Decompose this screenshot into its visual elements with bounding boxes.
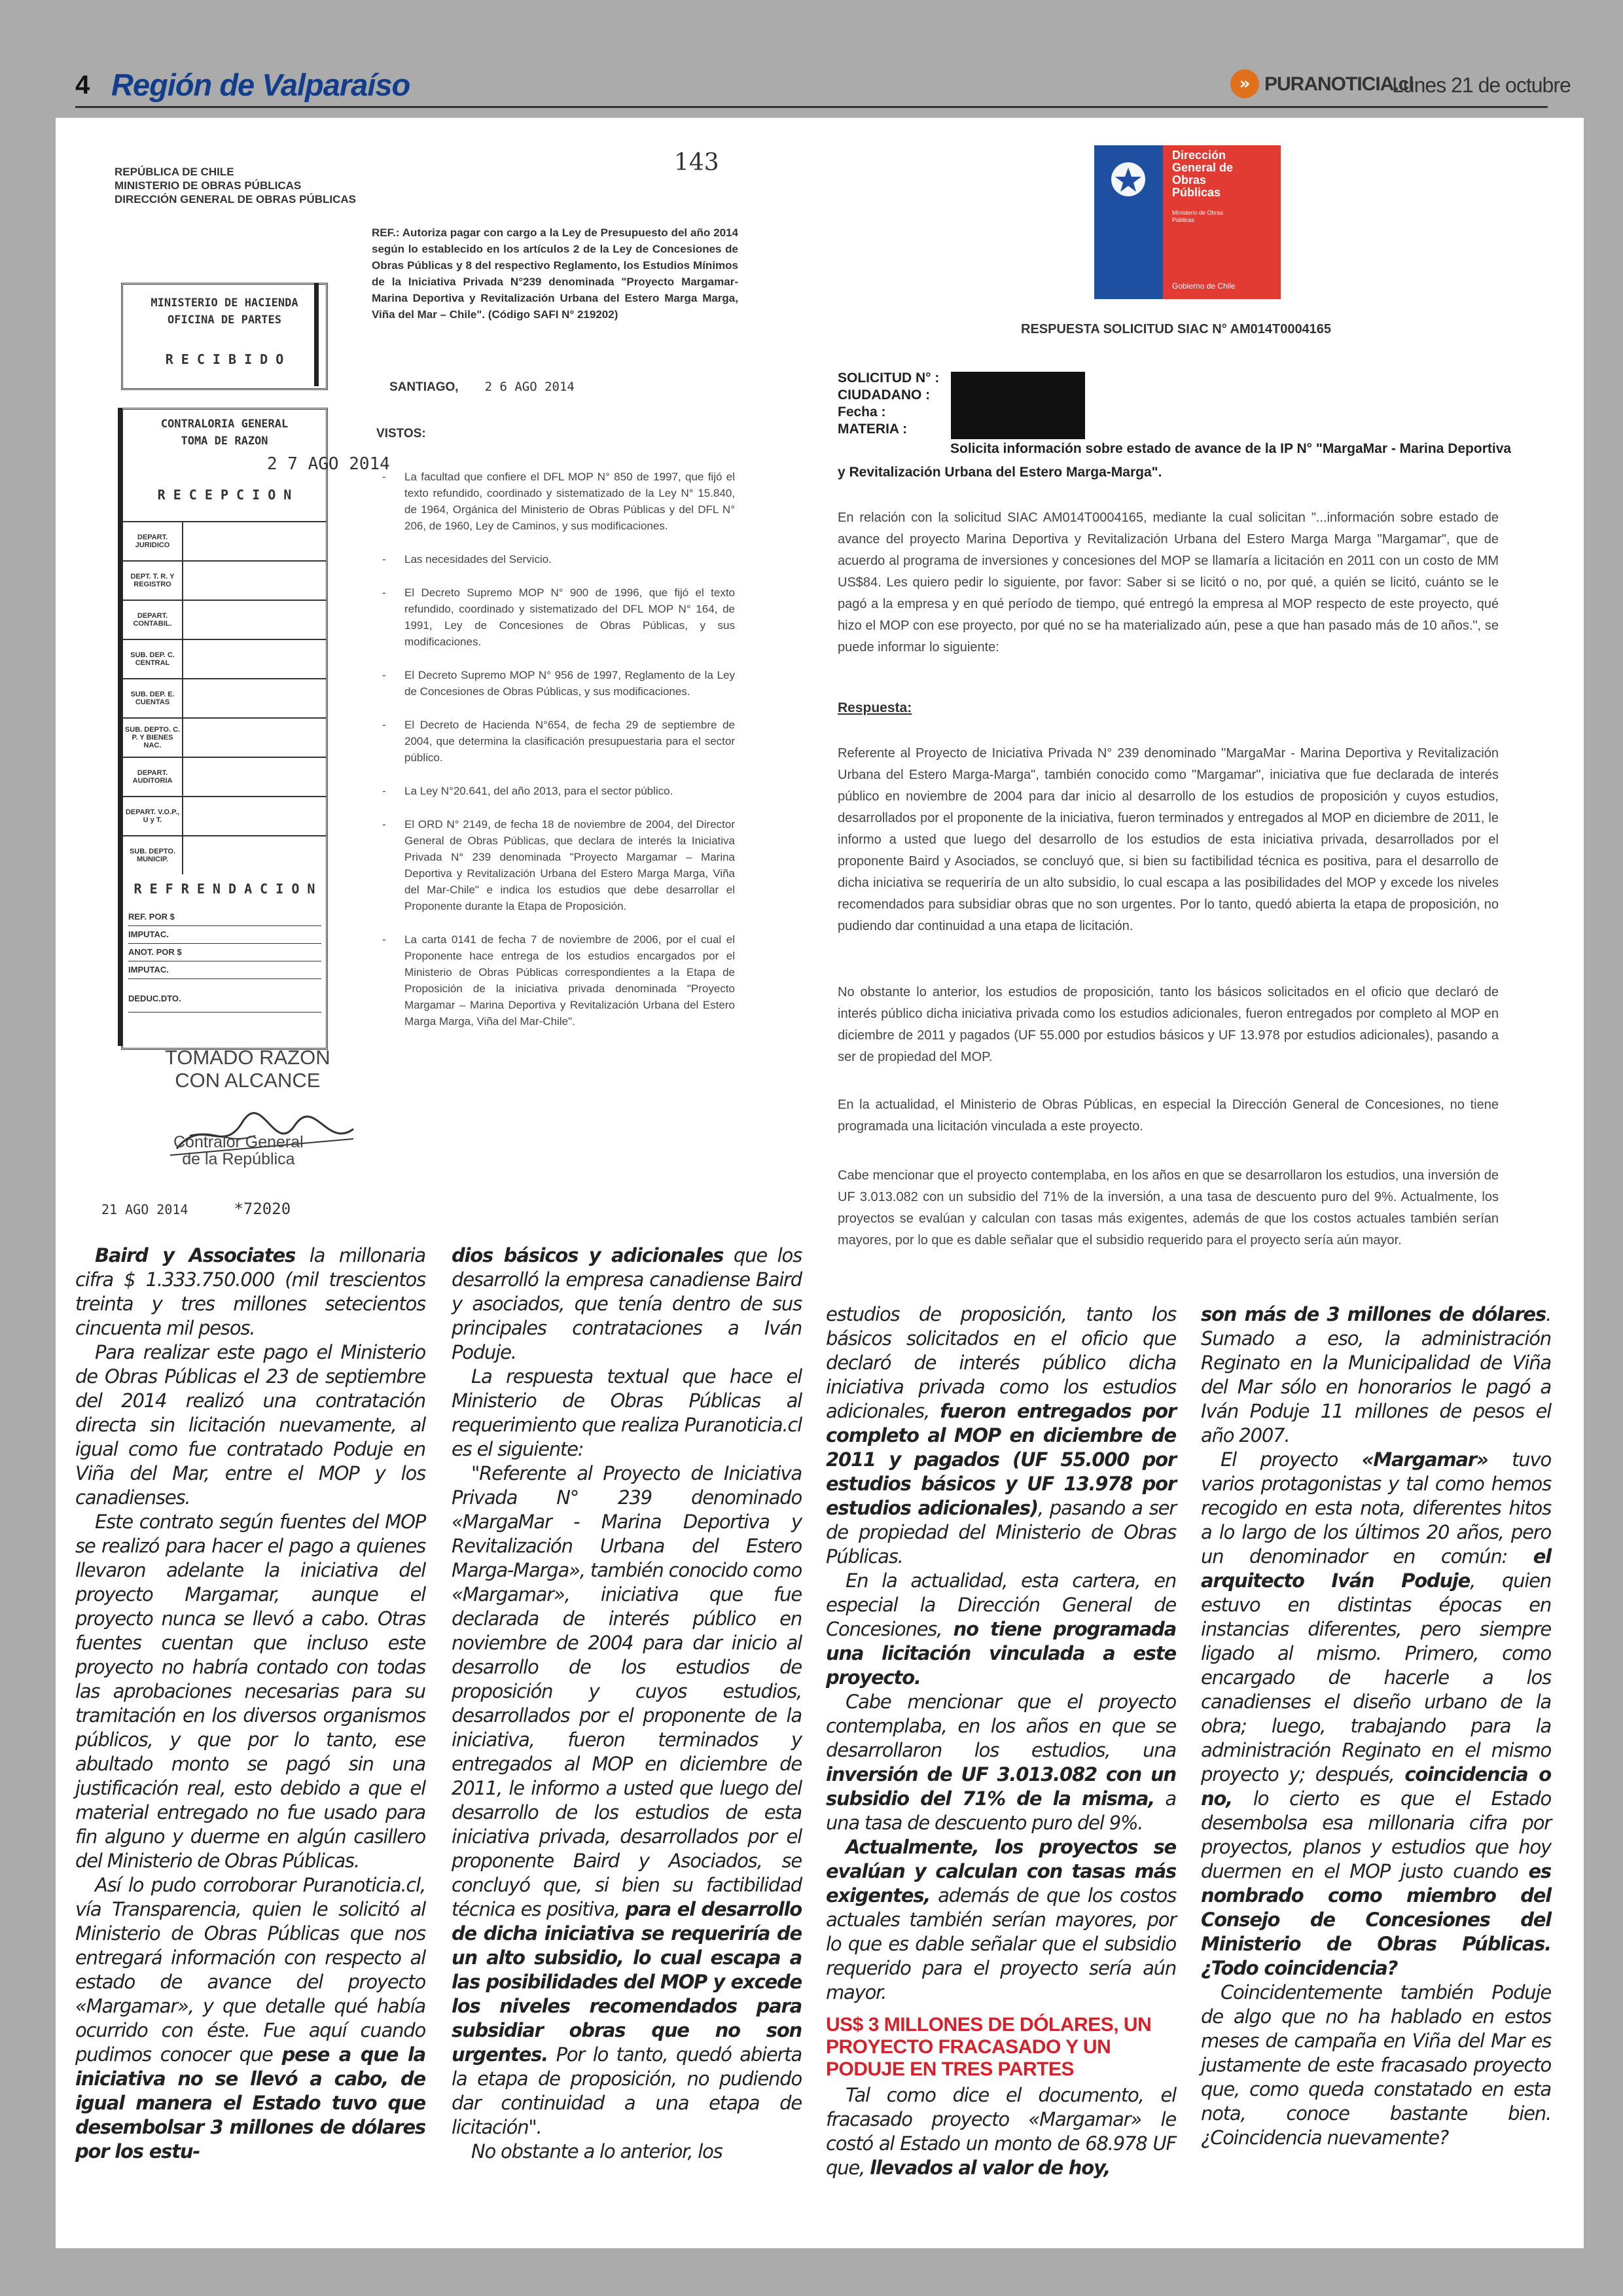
stamp-row <box>123 835 326 874</box>
text: Por lo tanto, quedó abierta la etapa de proposición, no pudiendo dar continuidad a una etapa de licitación". <box>452 2043 802 2138</box>
redaction-block <box>951 372 1085 439</box>
hacienda-stamp <box>121 283 328 390</box>
stamp-row <box>123 678 326 717</box>
article-column-3 <box>826 1302 1176 2180</box>
text: tuvo varios protagonistas y tal como hemos recogido en esta nota, diferentes hitos a lo largo de los últimos 20 años, pero un denominador en común: <box>1201 1448 1551 1568</box>
double-chevron-icon: » <box>1230 69 1259 98</box>
article-paragraph <box>75 1244 425 1340</box>
vistos-label: VISTOS: <box>376 427 426 440</box>
stamp-line: CON ALCANCE <box>175 1069 321 1092</box>
article-paragraph <box>1201 1981 1551 2150</box>
article-paragraph <box>452 1462 802 2140</box>
contraloria-stamp <box>121 408 390 1050</box>
article-subhead: US$ 3 MILLONES DE DÓLARES, UN PROYECTO FRACASADO Y UN PODUJE EN TRES PARTES <box>826 2014 1152 2080</box>
stamp-ref-row: DEDUC.DTO. <box>128 979 321 1013</box>
heading-line: MINISTERIO DE OBRAS PÚBLICAS <box>115 179 302 192</box>
vistos-list <box>404 469 735 1047</box>
text: El proyecto <box>1221 1448 1362 1471</box>
article-column-4 <box>1201 1302 1551 2150</box>
logo-red-band <box>1163 145 1281 299</box>
bold-text: inversión de UF 3.013.082 con un subsidio del 71% de la misma, <box>826 1763 1176 1810</box>
issue-date: Lunes 21 de octubre <box>1392 73 1571 97</box>
article-column-2 <box>452 1244 802 2164</box>
stamp-edge <box>118 408 122 1046</box>
materia-text: Solicita información sobre estado de avance de la IP N° "MargaMar - Marina Deportiva <box>950 441 1512 456</box>
page-header <box>75 65 1571 111</box>
stamp-line: TOMA DE RAZON <box>181 435 268 448</box>
logo-title-line: Dirección <box>1172 149 1226 162</box>
text: Tal como dice el documento, el fracasado proyecto «Margamar» le costó al Estado un monto de 68.978 UF que, <box>826 2084 1176 2179</box>
stamp-ref-rows <box>128 908 321 1013</box>
request-labels <box>838 370 939 438</box>
heading-line: REPÚBLICA DE CHILE <box>115 166 234 178</box>
doc-number: 143 <box>674 149 719 176</box>
doc-ref: REF.: Autoriza pagar con cargo a la Ley de Presupuesto del año 2014 según lo establecido en los artículos 2 de la Ley de Concesiones de Obras Públicas y 8 del respectivo Reglamento, los Estudios Mínimos de la Iniciativa Privada N°239 denominada "Proyecto Margamar-Marina Deportiva y Revitalización Urbana del Estero Marga Marga, Viña del Mar – Chile". (Código SAFI N° 219202) <box>372 226 738 321</box>
santiago-label <box>389 380 575 395</box>
stamp-row <box>123 560 326 600</box>
stamp-row <box>123 717 326 757</box>
text: que los desarrolló la empresa canadiense Baird y asociados, que tenía dentro de sus principales contrataciones a Iván Poduje. <box>452 1244 802 1363</box>
stamp-row-label: SUB. DEP. E. CUENTAS <box>123 679 183 717</box>
logo-sub-line: Públicas <box>1172 217 1195 223</box>
vistos-item: - El Decreto de Hacienda N°654, de fecha 29 de septiembre de 2004, que determina la clasificación presupuestaria para el sector público. <box>404 717 735 766</box>
header-divider <box>75 106 1548 108</box>
label: SOLICITUD N° : <box>838 370 940 386</box>
stamp-row-label: SUB. DEPTO. MUNICIP. <box>123 836 183 874</box>
doc-bottom-line <box>101 1200 291 1218</box>
article-paragraph <box>826 1835 1176 2005</box>
stamp-row-label: DEPART. CONTABIL. <box>123 601 183 639</box>
column-3-tail <box>826 2083 1176 2180</box>
text: estudios de proposición, tanto los básicos solicitados en el oficio que declaró de interés público dicha iniciativa privada como los estudios adicionales, <box>826 1303 1176 1422</box>
text: , quien estuvo en distintas épocas en instancias diferentes, pero siempre ligado al mismo. Primero, como encargado de hacerle a los canadienses el diseño urbano de la obra; luego, trabajando para la administración Reginato en el mismo proyecto y; después, <box>1201 1570 1551 1785</box>
bold-text: para el desarrollo de dicha iniciativa se requeriría de un alto subsidio, lo cual escapa a las posibilidades del MOP y excede los niveles recomendados para subsidiar obras que no son urgentes. <box>452 1898 802 2066</box>
response-p4: Cabe mencionar que el proyecto contemplaba, en los años en que se desarrollaron los estudios, una inversión de UF 3.013.082 con un subsidio del 71% de la inversión, a una tasa de descuento puro del 9%. Actualmente, los proyectos se evalúan y calculan con tasas más exigentes, además de que los costos actuales también serían mayores, por lo que es dable señalar que el subsidio requerido para el proyecto sería aún mayor. <box>838 1168 1499 1247</box>
stamp-line: R E F R E N D A C I O N <box>134 881 315 897</box>
logo-title-line: Públicas <box>1172 186 1221 199</box>
stamp-row <box>123 796 326 835</box>
santiago-text: SANTIAGO, <box>389 380 459 394</box>
stamp-line: Contralor General <box>173 1133 304 1151</box>
article-paragraph <box>452 2140 802 2164</box>
text: No obstante a lo anterior, los <box>471 2140 722 2162</box>
text: . Sumado a eso, la administración Reginato en la Municipalidad de Viña del Mar sólo en honorarios le pagó a Iván Poduje 11 millones de pesos el año 2007. <box>1201 1303 1551 1446</box>
article-paragraph <box>1201 1302 1551 1448</box>
response-p1: Referente al Proyecto de Iniciativa Privada N° 239 denominado "MargaMar - Marina Deportiva y Revitalización Urbana del Estero Marga-Marga", también conocido como "Margamar", iniciativa que fue declarada de interés público en noviembre de 2004 para dar inicio al desarrollo de los estudios de proposición y cuyos estudios, desarrollados por el proponente de la iniciativa, fueron terminados y entregados al MOP en diciembre de 2011, le informo a usted que luego del desarrollo de los estudios de esta iniciativa privada, desarrollados por el proponente Baird y Asociados, se concluyó que, si bien su factibilidad técnica es positiva, para el desarrollo de dicha iniciativa se requeriría de un alto subsidio, lo cual escapa a las posibilidades del MOP y excede los niveles recomendados para subsidiar obras que no son urgentes. Por lo tanto, quedó abierta la etapa de proposición, no pudiendo dar continuidad a una etapa de licitación. <box>838 746 1499 933</box>
respuesta-heading: Respuesta: <box>838 700 912 715</box>
text: lo cierto es que el Estado desembolsa esa millonaria cifra por proyectos, planos y estudios que hoy duermen en el MOP justo cuando <box>1201 1787 1551 1882</box>
article-paragraph <box>75 1873 425 2164</box>
santiago-date: 2 6 AGO 2014 <box>484 380 575 394</box>
dgop-logo <box>1094 145 1281 299</box>
logo-footer: Gobierno de Chile <box>1172 281 1236 291</box>
stamp-ref-row: ANOT. POR $ <box>128 944 321 961</box>
stamp-line: OFICINA DE PARTES <box>168 314 281 327</box>
text: Coincidentemente también Poduje de algo que no ha hablado en estos meses de campaña en Viña del Mar es justamente de este fracasado proyecto que, como queda constatado en esta nota, conoce bastante bien. ¿Coincidencia nuevamente? <box>1201 1981 1551 2149</box>
bold-text: es nombrado como miembro del Consejo de Concesiones del Ministerio de Obras Públicas. ¿Todo coincidencia? <box>1201 1860 1551 1979</box>
text: Para realizar este pago el Ministerio de Obras Públicas el 23 de septiembre del 2014 realizó una contratación directa sin licitación nuevamente, al igual como fue contratado Poduje en Viña del Mar, entre el MOP y los canadienses. <box>75 1341 425 1509</box>
stamp-row <box>123 521 326 560</box>
stamp-row-label: DEPART. V.O.P., U y T. <box>123 797 183 835</box>
logo-text: PURANOTICIA.cl <box>1264 73 1414 95</box>
heading-line: DIRECCIÓN GENERAL DE OBRAS PÚBLICAS <box>115 193 356 206</box>
text: Este contrato según fuentes del MOP se realizó para hacer el pago a quienes llevaron adelante la iniciativa del proyecto Margamar, aunque el proyecto nunca se llevó a cabo. Otras fuentes cuentan que incluso este proyecto no habría contado con todas las aprobaciones necesarias para su tramitación en los diversos organismos públicos, y que por lo tanto, ese abultado monto se pagó sin una justificación real, esto debido a que el material entregado no fue usado para fin alguno y duerme en algún casillero del Ministerio de Obras Públicas. <box>75 1511 425 1872</box>
stamp-row-label: DEPT. T. R. Y REGISTRO <box>123 562 183 600</box>
vistos-item: - La carta 0141 de fecha 7 de noviembre de 2006, por el cual el Proponente hace entrega de los estudios encargados por el Ministerio de Obras Públicas correspondientes a la Etapa de Proposición de la iniciativa privada denominada "Proyecto Margamar – Marina Deportiva y Revitalización Urbana del Estero Marga Marga, Viña del Mar-Chile". <box>404 931 735 1030</box>
bold-text: coincidencia o no, <box>1201 1763 1551 1810</box>
response-p3: En la actualidad, el Ministerio de Obras Públicas, en especial la Dirección General de Concesiones, no tiene programada una licitación vinculada a este proyecto. <box>838 1098 1499 1134</box>
label: MATERIA : <box>838 422 908 437</box>
bold-text: llevados al valor de hoy, <box>870 2157 1111 2179</box>
article-paragraph <box>826 2083 1176 2180</box>
stamp-line: MINISTERIO DE HACIENDA <box>151 296 298 310</box>
article-paragraph <box>826 1569 1176 1690</box>
logo-title-line: General de <box>1172 161 1234 174</box>
article-column-1 <box>75 1244 425 2164</box>
logo-sub-line: Ministerio de Obras <box>1172 209 1224 216</box>
article-paragraph <box>826 1690 1176 1835</box>
stamp-date: 2 7 AGO 2014 <box>267 454 390 474</box>
vistos-item: - El ORD N° 2149, de fecha 18 de noviembre de 2004, del Director General de Obras Públicas, que declara de interés la Iniciativa Privada N° 239 denominada "Proyecto Margamar – Marina Deportiva y Revitalización Urbana del Estero Marga Marga, Viña del Mar-Chile" e indica los estudios que debe desarrollar el Proponente durante la Etapa de Proposición. <box>404 816 735 914</box>
stamp-ref-row: REF. POR $ <box>128 908 321 926</box>
article-paragraph <box>452 1244 802 1365</box>
tomado-razon-stamp <box>165 1046 330 1092</box>
bold-text: no tiene programada una licitación vinculada a este proyecto. <box>826 1618 1177 1689</box>
response-p2: No obstante lo anterior, los estudios de proposición, tanto los básicos solicitados en el oficio que declaró de interés público dicha iniciativa privada como los estudios adicionales, fueron entregados por completo al MOP en diciembre de 2011 y pagados (UF 55.000 por estudios básicos y UF 13.978 por estudios adicionales), pasando a ser de propiedad del MOP. <box>838 985 1499 1064</box>
bold-text: Actualmente, los proyectos se evalúan y calculan con tasas más exigentes, <box>826 1836 1176 1907</box>
contralor-stamp <box>173 1134 304 1168</box>
text: Cabe mencionar que el proyecto contemplaba, en los años en que se desarrollaron los estudios, una <box>826 1691 1176 1761</box>
stamp-line: CONTRALORIA GENERAL <box>160 418 289 431</box>
stamp-row-label: DEPART. AUDITORIA <box>123 758 183 796</box>
bold-text: Baird y Associates <box>95 1244 296 1266</box>
label: Fecha : <box>838 404 886 420</box>
logo-title-line: Obras <box>1172 173 1207 187</box>
text: a una tasa de descuento puro del 9%. <box>826 1787 1176 1834</box>
stamp-ref-row: IMPUTAC. <box>128 961 321 979</box>
bottom-num: *72020 <box>234 1200 291 1218</box>
vistos-item: - La facultad que confiere el DFL MOP N° 850 de 1997, que fijó el texto refundido, coordinado y sistematizado de la Ley N° 15.840, de 1964, Orgánica del Ministerio de Obras Públicas y del DFL N° 206, de 1960, Ley de Caminos, y sus modificaciones. <box>404 469 735 534</box>
bottom-date: 21 AGO 2014 <box>101 1202 188 1217</box>
stamp-row <box>123 757 326 796</box>
text: La respuesta textual que hace el Ministerio de Obras Públicas al requerimiento que realiza Puranoticia.cl es el siguiente: <box>452 1365 802 1460</box>
vistos-item: - La Ley N°20.641, del año 2013, para el sector público. <box>404 783 735 799</box>
doc-left-heading <box>115 165 356 206</box>
text: la millonaria cifra $ 1.333.750.000 (mil trescientos treinta y tres millones setecientos cincuenta mil pesos. <box>75 1244 425 1339</box>
response-title: RESPUESTA SOLICITUD SIAC N° AM014T0004165 <box>1021 322 1332 336</box>
response-intro: En relación con la solicitud SIAC AM014T0004165, mediante la cual solicitan "...información sobre estado de avance del proyecto Marina Deportiva y Revitalización Urbana del Estero Marga Marga "Margamar", que de acuerdo al programa de inversiones y concesiones del MOP se llamaría a licitación en 2011 con un costo de MM US$84. Les quiero pedir lo siguiente, por favor: Saber si se licitó o no, por qué, a quién se licitó, cuánto se le pagó a la empresa y en qué período de tiempo, qué entregó la empresa al MOP respecto de este proyecto, qué hizo el MOP con ese proyecto, por qué no se ha materializado aún, pese a que han pasado más de 10 años.", se puede informar lo siguiente: <box>838 511 1499 655</box>
stamp-row <box>123 639 326 678</box>
stamp-edge <box>314 283 319 386</box>
vistos-item: - El Decreto Supremo MOP N° 900 de 1996, que fijó el texto refundido, coordinado y sistematizado del DFL MOP N° 164, de 1991, Ley de Concesiones de Obras Públicas, y sus modificaciones. <box>404 584 735 650</box>
text: Así lo pudo corroborar Puranoticia.cl, vía Transparencia, quien le solicitó al Ministerio de Obras Públicas que nos entregará información con respecto al estado de avance del proyecto «Margamar», y que detalle qué había ocurrido con éste. Fue aquí cuando pudimos conocer que <box>75 1874 425 2066</box>
text: "Referente al Proyecto de Iniciativa Privada N° 239 denominado «MargaMar - Marina Deportiva y Revitalización Urbana del Estero Marga-Marga», también conocido como «Margamar», iniciativa que fue declarada de interés público en noviembre de 2004 para dar inicio al desarrollo de los estudios de proposición y cuyos estudios, desarrollados por el proponente de la iniciativa, fueron terminados y entregados al MOP en diciembre de 2011, le informo a usted que luego del desarrollo de los estudios de esta iniciativa privada, desarrollados por el proponente Baird y Asociados, se concluyó que, si bien su factibilidad técnica es positiva, <box>452 1462 802 1920</box>
bold-text: «Margamar» <box>1361 1448 1488 1471</box>
column-3-body <box>826 1302 1176 2005</box>
logo-title <box>1172 149 1233 199</box>
text: En la actualidad, esta cartera, en especial la Dirección General de Concesiones, <box>826 1570 1176 1640</box>
chile-crest-icon <box>1094 145 1163 211</box>
materia-text-2: y Revitalización Urbana del Estero Marga-Marga". <box>838 465 1162 480</box>
article-paragraph <box>1201 1448 1551 1981</box>
stamp-row-label: SUB. DEP. C. CENTRAL <box>123 640 183 678</box>
stamp-line: R E C I B I D O <box>165 351 284 367</box>
stamp-row-label: DEPART. JURIDICO <box>123 522 183 560</box>
article-paragraph <box>826 1302 1176 1569</box>
bold-text: fueron entregados por completo al MOP en diciembre de 2011 y pagados (UF 55.000 por estudios básicos y UF 13.978 por estudios adicionales) <box>826 1400 1176 1519</box>
stamp-row <box>123 600 326 639</box>
text: además de que los costos actuales también serían mayores, por lo que es dable señalar que el subsidio requerido para el proyecto sería aún mayor. <box>826 1884 1176 2003</box>
vistos-item: - El Decreto Supremo MOP N° 956 de 1997, Reglamento de la Ley de Concesiones de Obras Públicas, y sus modificaciones. <box>404 667 735 700</box>
stamp-line: de la República <box>182 1150 295 1168</box>
label: CIUDADANO : <box>838 387 931 403</box>
article-paragraph <box>75 1510 425 1873</box>
bold-text: son más de 3 millones de dólares <box>1201 1303 1546 1325</box>
logo-sub <box>1172 209 1223 224</box>
logo-blue-band <box>1094 145 1163 299</box>
page-number: 4 <box>75 71 90 99</box>
section-title: Región de Valparaíso <box>111 67 410 102</box>
stamp-rows <box>123 521 326 874</box>
stamp-line: TOMADO RAZON <box>165 1046 330 1069</box>
stamp-ref-row: IMPUTAC. <box>128 926 321 944</box>
vistos-item: - Las necesidades del Servicio. <box>404 551 735 567</box>
stamp-row-label: SUB. DEPTO. C. P. Y BIENES NAC. <box>123 719 183 757</box>
article-paragraph <box>452 1365 802 1462</box>
bold-text: pese a que la iniciativa no se llevó a cabo, de igual manera el Estado tuvo que desembolsar 3 millones de dólares por los estu- <box>75 2043 425 2162</box>
text: , pasando a ser de propiedad del Ministerio de Obras Públicas. <box>826 1497 1176 1568</box>
bold-text: el arquitecto Iván Poduje <box>1201 1545 1551 1592</box>
stamp-line: R E C E P C I O N <box>157 487 292 503</box>
bold-text: dios básicos y adicionales <box>452 1244 724 1266</box>
article-paragraph <box>75 1340 425 1510</box>
